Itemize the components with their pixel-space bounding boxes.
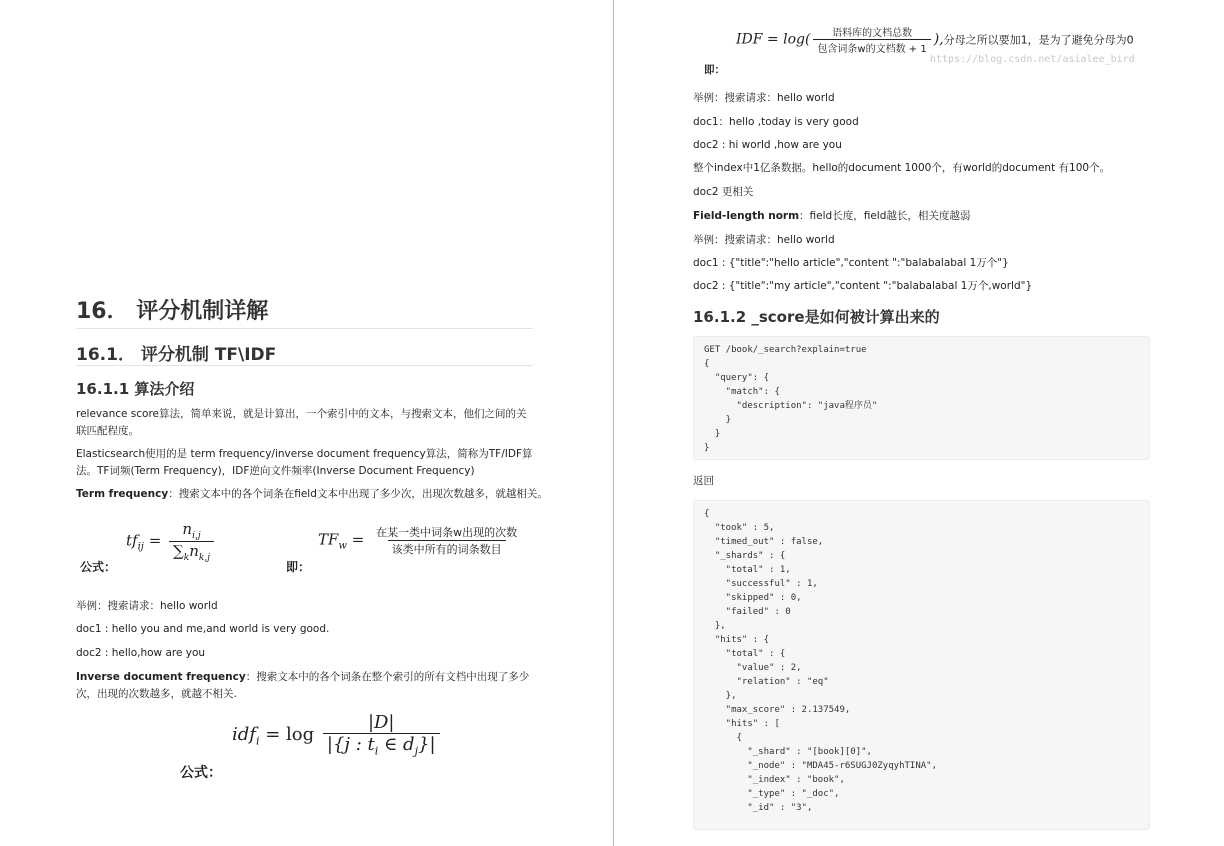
- code-line: "total" : {: [704, 649, 786, 659]
- score-section-title: 16.1.2 _score是如何被计算出来的: [693, 308, 940, 326]
- ji-label: 即：: [286, 560, 311, 574]
- example-doc1: doc1：hello ,today is very good: [693, 116, 859, 128]
- idf-eq-rhs: ),: [933, 31, 944, 48]
- title-rule: [76, 328, 533, 329]
- tfw-num: 在某一类中词条w出现的次数: [376, 526, 518, 539]
- code-line: "query": {: [704, 373, 770, 383]
- tf-definition: [76, 486, 548, 503]
- idf-den-start: |{j : t: [326, 734, 375, 755]
- code-line: },: [704, 691, 737, 701]
- code-line: "relation" : "eq": [704, 677, 829, 687]
- relevance-paragraph: relevance score算法，简单来说，就是计算出，一个索引中的文本，与搜索文本，他们之间的关联匹配程度。: [76, 408, 527, 437]
- code-line: }: [704, 429, 721, 439]
- index-stat: 整个index中1亿条数据。hello的document 1000个，有world的document 有100个。: [693, 162, 1111, 174]
- idf-eq-lhs: IDF = log(: [736, 31, 811, 48]
- tf-den-n: n: [189, 542, 199, 560]
- code-line: }: [704, 415, 732, 425]
- tf-description: ：搜索文本中的各个词条在field文本中出现了多少次，出现次数越多，就越相关。: [168, 488, 548, 500]
- tfw-den: 该类中所有的词条数目: [388, 540, 506, 557]
- code-line: "match": {: [704, 387, 780, 397]
- code-line: "max_score" : 2.137549,: [704, 705, 851, 715]
- request-code-block: [693, 336, 1150, 460]
- code-line: "_index" : "book",: [704, 775, 845, 785]
- tf-sum-sub: k: [183, 553, 190, 563]
- code-line: {: [704, 359, 710, 369]
- tf-lhs-sub: ij: [137, 541, 144, 553]
- idf-eq-den: 包含词条w的文档数 + 1: [813, 39, 930, 55]
- code-line: "failed" : 0: [704, 607, 791, 617]
- return-label: 返回: [693, 475, 714, 487]
- example-request: 举例：搜索请求：hello world: [76, 600, 218, 612]
- code-line: "hits" : {: [704, 635, 770, 645]
- idf-eq-num: 语料库的文档总数: [832, 28, 913, 39]
- chapter-title: 16． 评分机制详解: [76, 299, 269, 324]
- code-line: "value" : 2,: [704, 663, 802, 673]
- tf-num-sub: i,j: [192, 531, 201, 541]
- idf-log: log: [286, 723, 315, 745]
- code-line: }: [704, 443, 710, 453]
- section-rule: [76, 365, 533, 366]
- code-line: "total" : 1,: [704, 565, 791, 575]
- code-line: "took" : 5,: [704, 523, 775, 533]
- tf-lhs: tf: [126, 531, 138, 550]
- idf-eq-note: 分母之所以要加1，是为了避免分母为0: [943, 33, 1134, 47]
- idf-eq-fraction: [813, 24, 930, 55]
- example-request-2: 举例：搜索请求：hello world: [693, 234, 835, 246]
- code-line: "timed_out" : false,: [704, 537, 824, 547]
- fln-term: Field-length norm: [693, 210, 800, 222]
- subsection-title: 16.1.1 算法介绍: [76, 380, 195, 398]
- section-title: 16.1． 评分机制 TF\IDF: [76, 345, 277, 365]
- example-request-1: 举例：搜索请求：hello world: [693, 92, 835, 104]
- idf-formula: idf$_i$ = log $\frac{|D|}{|\{j : t_i \in d_j\}|}$: [232, 712, 443, 758]
- code-line: "_type" : "_doc",: [704, 789, 840, 799]
- idf-equation: [736, 24, 1134, 55]
- formula-label: 公式：: [80, 560, 117, 574]
- code-line: "_id" : "3",: [704, 803, 813, 813]
- right-page: [614, 0, 1224, 846]
- watermark: https://blog.csdn.net/asialee_bird: [930, 54, 1135, 65]
- code-line: "_node" : "MDA45-r6SUGJ0ZyqyhTINA",: [704, 761, 937, 771]
- code-line: },: [704, 621, 726, 631]
- idf-den-mid: ∈ d: [378, 734, 415, 755]
- code-line: GET /book/_search?explain=true: [704, 345, 867, 355]
- field-length-norm: [693, 208, 970, 225]
- code-line: "_shards" : {: [704, 551, 786, 561]
- example-doc1: doc1 : hello you and me,and world is very good.: [76, 623, 330, 635]
- tf-formula: $tf_{ij}$ = $\frac{n_{i,j}}{\sum_kn_{k,j}}$: [126, 520, 217, 563]
- tfw-lhs-sub: w: [338, 540, 347, 552]
- code-line: "_shard" : "[book][0]",: [704, 747, 872, 757]
- code-line: {: [704, 509, 710, 519]
- tf-sum-symbol: ∑: [173, 542, 184, 560]
- tfw-fraction: [372, 524, 521, 557]
- tf-den-sub: k,j: [198, 553, 211, 563]
- idf-num: |D|: [367, 712, 395, 733]
- code-line: "description": "java程序员": [704, 401, 878, 411]
- tf-num: n: [182, 520, 193, 538]
- idf-den-sub2: j: [414, 744, 418, 758]
- example-doc2: doc2 : hi world ,how are you: [693, 139, 842, 151]
- idf-definition: [76, 669, 531, 703]
- code-line: {: [704, 733, 742, 743]
- formula-label-2: 公式：: [180, 765, 222, 781]
- fln-description: ：field长度，field越长，相关度越弱: [799, 210, 971, 222]
- doc2-more-relevant: doc2 更相关: [693, 186, 754, 198]
- idf-term: Inverse document frequency: [76, 671, 246, 683]
- idf-lhs-sub: i: [255, 734, 260, 748]
- idf-den-end: }|: [418, 734, 436, 755]
- tfw-formula: $TF_w$ = $\frac{\text{在某一类中词条w出现的次数}}{\text{该类中所有的词条数目}}$: [318, 524, 524, 557]
- idf-fraction: [323, 712, 440, 758]
- idf-den-sub: i: [374, 744, 379, 758]
- code-line: "hits" : [: [704, 719, 780, 729]
- response-code-block: [693, 500, 1150, 830]
- tfw-lhs: TF: [318, 530, 339, 549]
- tfidf-paragraph: Elasticsearch使用的是 term frequency/inverse document frequency算法，简称为TF/IDF算法。TF词频(Term Frequency)，IDF逆向文件频率(Inverse Document Frequency): [76, 448, 533, 477]
- tf-fraction: [169, 520, 214, 563]
- ji-label-right: 即：: [704, 64, 725, 76]
- example-doc2-json: doc2 : {"title":"my article","content ":"balabalabal 1万个,world"}: [693, 280, 1033, 292]
- code-line: "skipped" : 0,: [704, 593, 802, 603]
- idf-description: ：搜索文本中的各个词条在整个索引的所有文档中出现了多少次，出现的次数越多，就越不相关.: [76, 671, 530, 700]
- example-doc1-json: doc1 : {"title":"hello article","content ":"balabalabal 1万个"}: [693, 257, 1009, 269]
- tf-term: Term frequency: [76, 488, 169, 500]
- idf-lhs: idf: [232, 723, 256, 745]
- example-doc2: doc2 : hello,how are you: [76, 647, 206, 659]
- code-line: "successful" : 1,: [704, 579, 818, 589]
